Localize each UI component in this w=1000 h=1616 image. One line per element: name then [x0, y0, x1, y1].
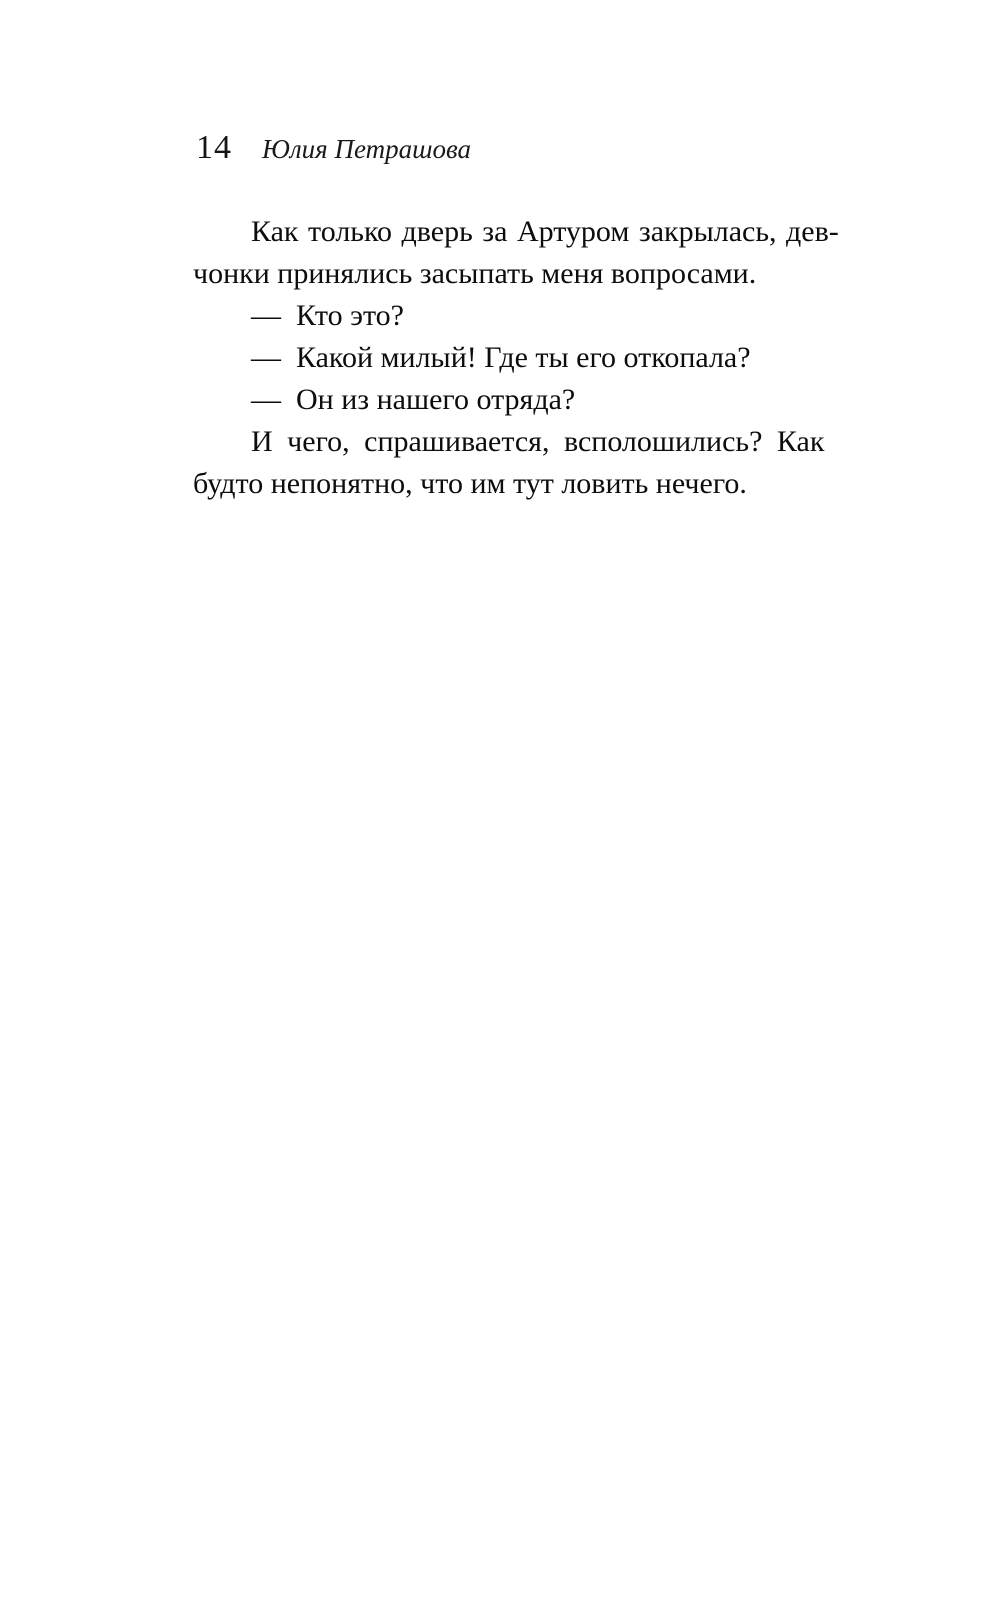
- running-head: [196, 131, 471, 165]
- page-number: 14: [196, 129, 232, 166]
- dialogue-line: — Он из нашего отряда?: [251, 383, 576, 416]
- paragraph-line: Как только дверь за Артуром закрылась, дев-: [251, 215, 839, 248]
- dialogue-line: — Какой милый! Где ты его откопала?: [251, 341, 751, 374]
- paragraph-line: И чего, спрашивается, всполошились? Как: [251, 425, 825, 458]
- paragraph-line: чонки принялись засыпать меня вопросами.: [193, 257, 757, 290]
- paragraph-line: будто непонятно, что им тут ловить нечего.: [193, 467, 747, 500]
- running-head-author: Юлия Петрашова: [262, 134, 471, 164]
- dialogue-line: — Кто это?: [251, 299, 404, 332]
- body-text: [193, 211, 865, 505]
